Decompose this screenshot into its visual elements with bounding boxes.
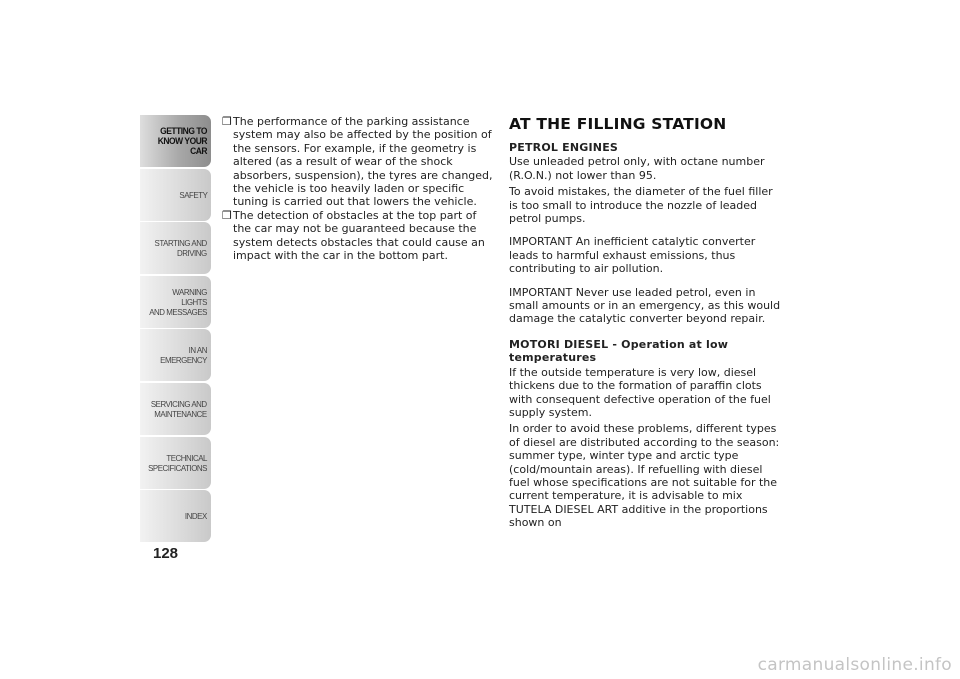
petrol-heading: PETROL ENGINES — [509, 141, 619, 154]
tab-technical-specifications[interactable] — [140, 437, 211, 489]
paragraph: To avoid mistakes, the diameter of the fuel filler is too small to introduce the nozzle of leaded petrol pumps. — [509, 185, 773, 226]
tab-getting-to-know-your-car[interactable] — [140, 115, 211, 167]
tab-starting-and-driving[interactable] — [140, 222, 211, 274]
tab-in-an-emergency[interactable] — [140, 329, 211, 381]
diesel-heading: MOTORI DIESEL - Operation at low temperatures — [509, 337, 729, 365]
tab-label: SERVICING AND MAINTENANCE — [151, 398, 207, 419]
watermark: carmanualsonline.info — [757, 655, 952, 675]
bullet-text: The performance of the parking assistance system may also be affected by the position of the sensors. For example, if the geometry is altered (as a result of wear of the shock absorbers, suspension), the tyres are changed, the vehicle is too heavily laden or specific tuning is carried out that lowers the vehicle. — [233, 115, 493, 209]
important-note: IMPORTANT Never use leaded petrol, even in small amounts or in an emergency, as this would damage the catalytic converter beyond repair. — [509, 285, 781, 326]
tab-warning-lights[interactable] — [140, 276, 211, 328]
paragraph: If the outside temperature is very low, diesel thickens due to the formation of paraffin clots with consequent defective operation of the fuel supply system. — [509, 365, 771, 419]
tab-label: WARNING LIGHTS AND MESSAGES — [149, 286, 207, 317]
important-note: IMPORTANT An inefficient catalytic converter leads to harmful exhaust emissions, thus contributing to air pollution. — [509, 235, 756, 276]
bullet-text: The detection of obstacles at the top part of the car may not be guaranteed because the system detects obstacles that could cause an impact with the car in the bottom part. — [233, 208, 485, 263]
checkbox-bullet-icon: ❒ — [222, 115, 232, 128]
left-column — [222, 115, 494, 262]
page-number: 128 — [153, 545, 179, 562]
tab-safety[interactable] — [140, 169, 211, 221]
section-title: AT THE FILLING STATION — [509, 115, 727, 133]
tab-label: GETTING TO KNOW YOUR CAR — [157, 126, 207, 156]
tab-label: SAFETY — [178, 189, 207, 200]
list-item — [222, 115, 494, 209]
paragraph: Use unleaded petrol only, with octane number (R.O.N.) not lower than 95. — [509, 155, 765, 182]
list-item — [222, 209, 494, 263]
tab-servicing-and-maintenance[interactable] — [140, 383, 211, 435]
tab-label: STARTING AND DRIVING — [154, 238, 207, 259]
right-column — [509, 115, 784, 531]
tab-label: INDEX — [185, 511, 207, 522]
tab-index[interactable] — [140, 490, 211, 542]
tab-label: TECHNICAL SPECIFICATIONS — [148, 452, 207, 473]
chapter-sidebar — [140, 115, 211, 544]
paragraph: In order to avoid these problems, different types of diesel are distributed according to the season: summer type, winter type and arctic type (cold/mountain areas). If refuelling with diesel fuel whose specifications are not suitable for the current temperature, it is advisable to mix TUTELA DIESEL ART additive in the proportions shown on — [509, 422, 780, 530]
tab-label: IN AN EMERGENCY — [160, 345, 207, 366]
checkbox-bullet-icon: ❒ — [222, 208, 232, 222]
